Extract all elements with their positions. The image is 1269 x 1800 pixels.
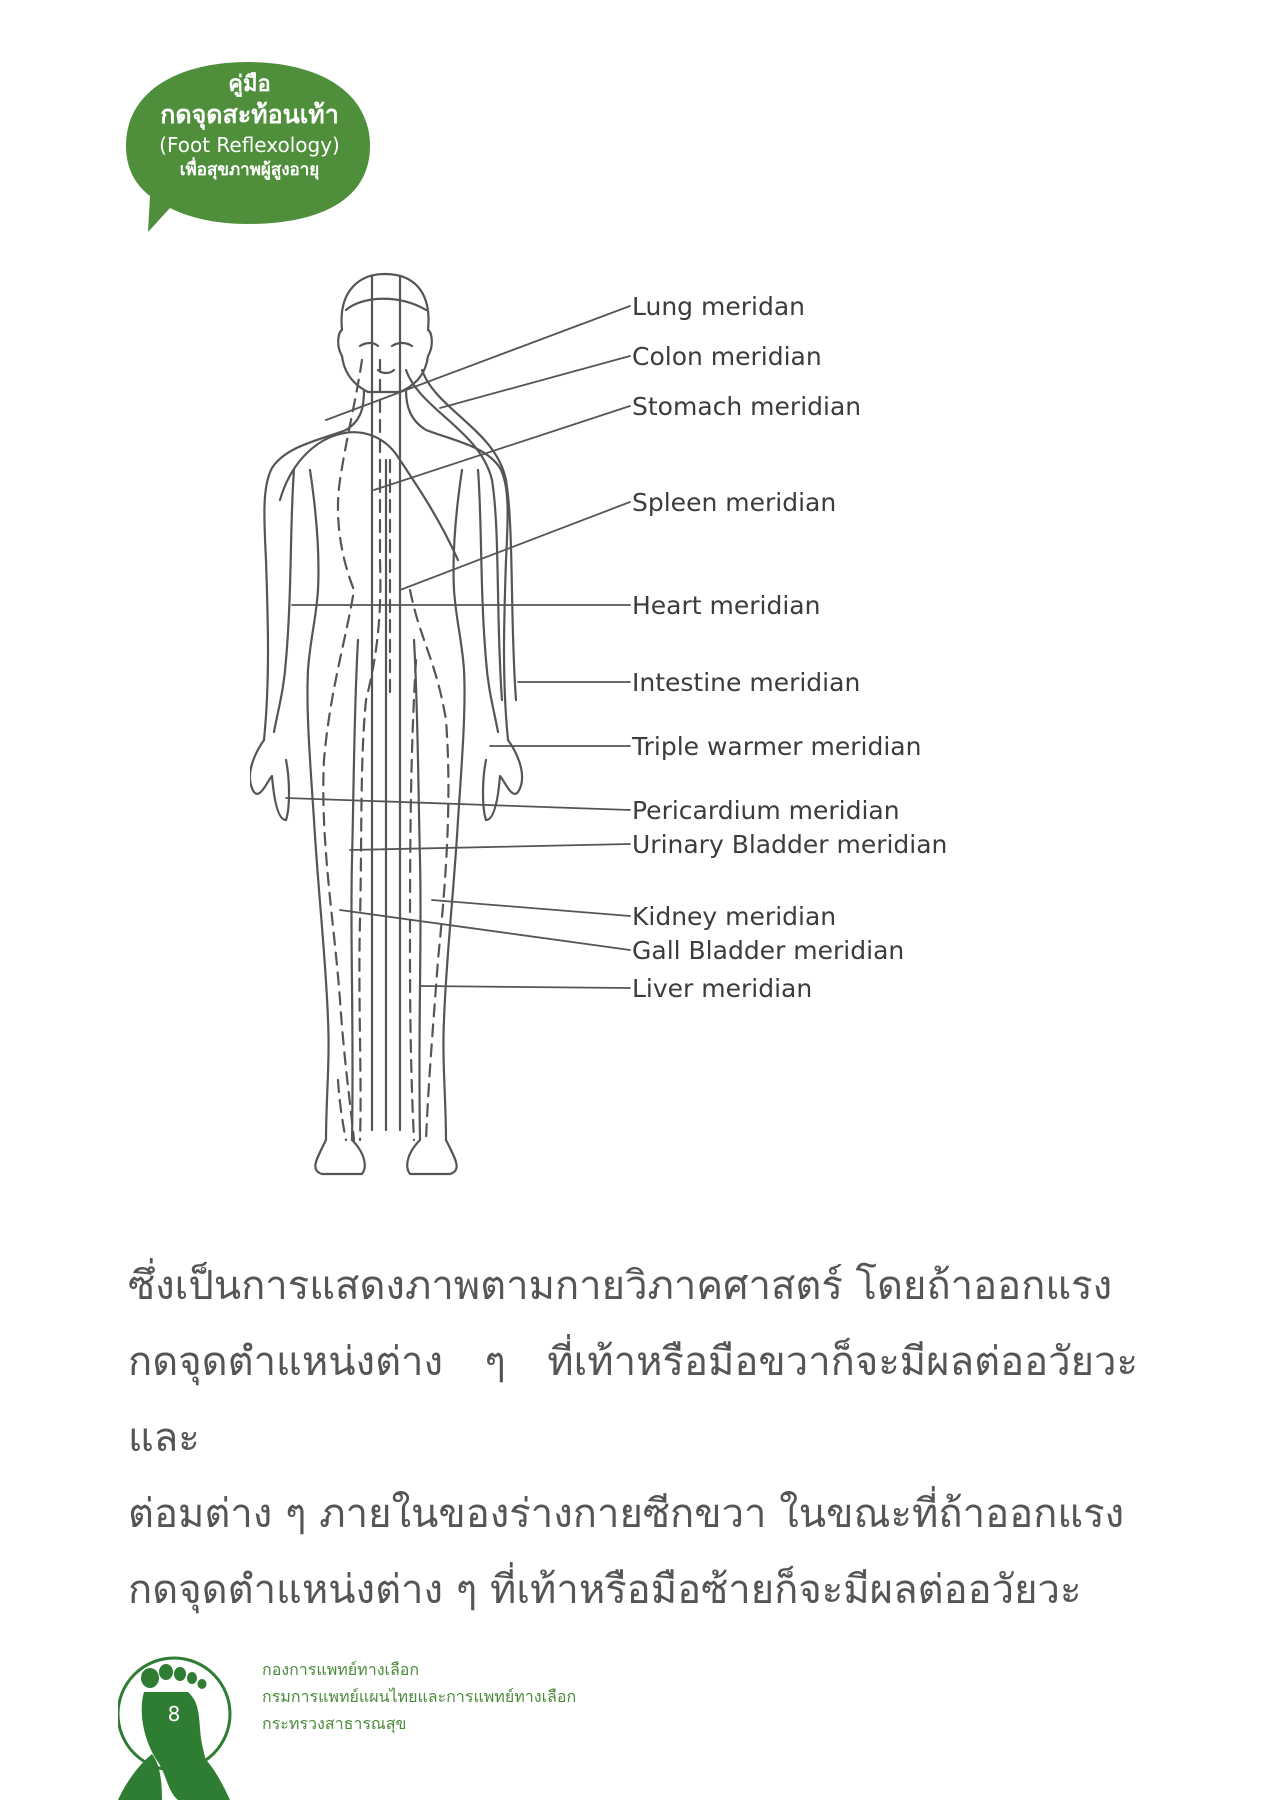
page-number: 8: [167, 1702, 181, 1726]
footer-line-1: กองการแพทย์ทางเลือก: [262, 1660, 420, 1679]
body-line-2: กดจุดตำแหน่งต่าง ๆ ที่เท้าหรือมือขวาก็จะมีผลต่ออวัยวะ และ: [128, 1339, 1138, 1461]
badge-title: [142, 72, 357, 181]
label-pericardium-meridian: Pericardium meridian: [632, 796, 900, 825]
foot-hands-icon: [118, 1652, 258, 1800]
body-paragraph: [128, 1248, 1138, 1628]
label-liver-meridian: Liver meridian: [632, 974, 813, 1003]
label-triple-warmer-meridian: Triple warmer meridian: [632, 732, 922, 761]
badge-line-4: เพื่อสุขภาพผู้สูงอายุ: [179, 160, 320, 181]
body-line-1: ซึ่งเป็นการแสดงภาพตามกายวิภาคศาสตร์ โดยถ้าออกแรง: [128, 1263, 1113, 1309]
footer-line-2: กรมการแพทย์แผนไทยและการแพทย์ทางเลือก: [262, 1687, 577, 1706]
badge-line-1: คู่มือ: [228, 72, 271, 97]
label-kidney-meridian: Kidney meridian: [632, 902, 837, 931]
body-line-3: ต่อมต่าง ๆ ภายในของร่างกายซีกขวา ในขณะที่ถ้าออกแรง: [128, 1491, 1125, 1537]
badge-line-3: (Foot Reflexology): [159, 133, 340, 158]
footer-logo: [118, 1652, 258, 1800]
header-badge: [120, 56, 380, 236]
footer-organization: [262, 1656, 576, 1737]
label-gall-bladder-meridian: Gall Bladder meridian: [632, 936, 905, 965]
label-urinary-bladder-meridian: Urinary Bladder meridian: [632, 830, 948, 859]
label-colon-meridian: Colon meridian: [632, 342, 822, 371]
label-spleen-meridian: Spleen meridian: [632, 488, 837, 517]
footer-line-3: กระทรวงสาธารณสุข: [262, 1714, 407, 1733]
meridian-labels: [250, 260, 1010, 1200]
label-stomach-meridian: Stomach meridian: [632, 392, 862, 421]
meridian-figure: [250, 260, 1010, 1200]
badge-line-2: กดจุดสะท้อนเท้า: [160, 100, 339, 130]
label-heart-meridian: Heart meridian: [632, 591, 821, 620]
label-lung-meridian: Lung meridan: [632, 292, 805, 321]
body-line-4: กดจุดตำแหน่งต่าง ๆ ที่เท้าหรือมือซ้ายก็จะมีผลต่ออวัยวะ: [128, 1567, 1082, 1613]
label-intestine-meridian: Intestine meridian: [632, 668, 861, 697]
